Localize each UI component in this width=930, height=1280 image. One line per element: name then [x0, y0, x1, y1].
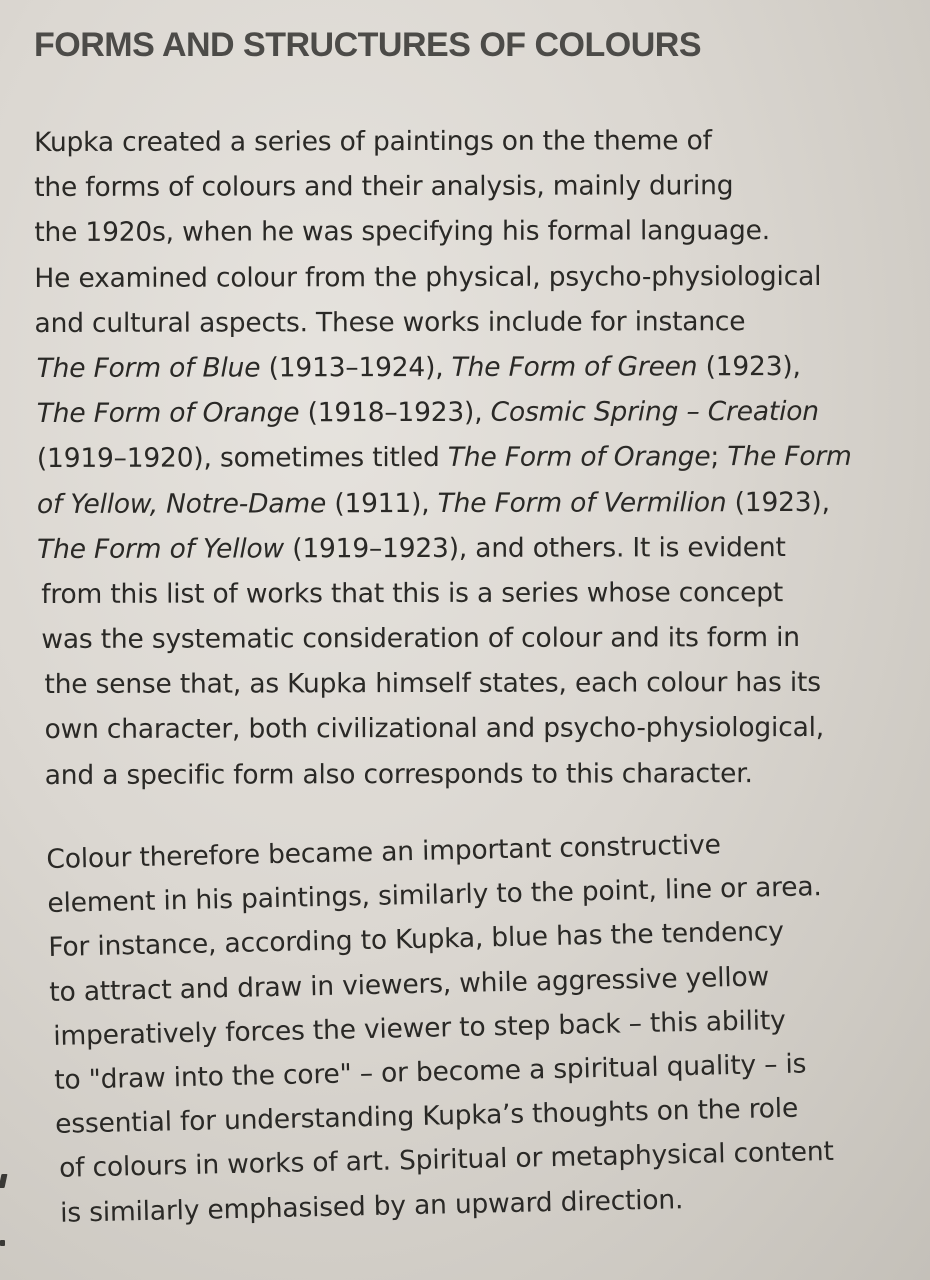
- text-line: [35, 660, 852, 707]
- text-run: Kupka created a series of paintings on the theme of: [34, 125, 712, 158]
- artwork-title: The Form of Blue: [36, 352, 261, 384]
- text-line: [35, 434, 852, 481]
- adjacent-label-fragment: [0, 1174, 7, 1188]
- text-run: (1913–1924),: [260, 351, 452, 384]
- text-run: essential for understanding Kupka’s thoughts on the role: [54, 1092, 799, 1140]
- text-run: For instance, according to Kupka, blue has the tendency: [48, 916, 784, 964]
- text-line: [35, 389, 852, 436]
- text-run: is similarly emphasised by an upward direction.: [59, 1183, 684, 1229]
- text-run: the 1920s, when he was specifying his formal language.: [34, 215, 771, 249]
- text-run: to "draw into the core" – or become a spiritual quality – is: [53, 1048, 807, 1096]
- text-run: and a specific form also corresponds to this character.: [44, 757, 753, 791]
- artwork-title: Cosmic Spring – Creation: [490, 396, 819, 428]
- text-run: (1919–1923), and others. It is evident: [283, 531, 786, 565]
- text-run: and cultural aspects. These works include for instance: [34, 305, 746, 339]
- text-run: ;: [710, 441, 728, 473]
- text-line: [36, 705, 853, 752]
- label-title: FORMS AND STRUCTURES OF COLOURS: [34, 26, 702, 64]
- text-run: Colour therefore became an important constructive: [46, 829, 722, 875]
- text-line: [35, 615, 852, 662]
- text-run: from this list of works that this is a series whose concept: [41, 576, 784, 610]
- text-run: the forms of colours and their analysis, mainly during: [34, 170, 734, 204]
- text-run: of colours in works of art. Spiritual or metaphysical content: [58, 1136, 834, 1185]
- paragraph-1: [34, 118, 853, 798]
- text-run: (1919–1920), sometimes titled: [36, 442, 448, 475]
- text-line: [35, 570, 852, 617]
- text-line: [36, 750, 853, 797]
- artwork-title: The Form of Vermilion: [437, 486, 727, 519]
- artwork-title: of Yellow, Notre-Dame: [36, 487, 327, 520]
- text-run: the sense that, as Kupka himself states, each colour has its: [44, 667, 821, 701]
- artwork-title: The Form of Green: [451, 351, 698, 383]
- text-line: [35, 525, 852, 572]
- text-line: [34, 208, 851, 255]
- paragraph-2: [46, 821, 835, 1236]
- text-run: He examined colour from the physical, psycho-physiological: [34, 260, 822, 294]
- text-run: (1923),: [726, 486, 830, 518]
- text-run: imperatively forces the viewer to step back – this ability: [52, 1004, 786, 1052]
- text-line: [34, 253, 851, 300]
- text-run: own character, both civilizational and psycho-physiological,: [44, 712, 825, 746]
- text-line: [34, 118, 851, 165]
- artwork-title: The Form of Orange: [36, 397, 300, 430]
- text-run: was the systematic consideration of colour and its form in: [41, 622, 800, 656]
- text-line: [34, 299, 851, 346]
- text-line: [34, 163, 851, 210]
- text-run: (1923),: [697, 350, 801, 383]
- text-run: element in his paintings, similarly to the point, line or area.: [47, 871, 822, 920]
- text-run: (1911),: [326, 487, 438, 519]
- adjacent-label-fragment: [0, 1240, 5, 1246]
- text-line: [35, 344, 852, 391]
- artwork-title: The Form of Yellow: [37, 533, 285, 565]
- text-run: (1918–1923),: [299, 396, 491, 429]
- text-run: to attract and draw in viewers, while aggressive yellow: [49, 960, 770, 1008]
- text-line: [35, 479, 852, 526]
- artwork-title: The Form: [727, 441, 852, 473]
- artwork-title: The Form of Orange: [447, 441, 711, 474]
